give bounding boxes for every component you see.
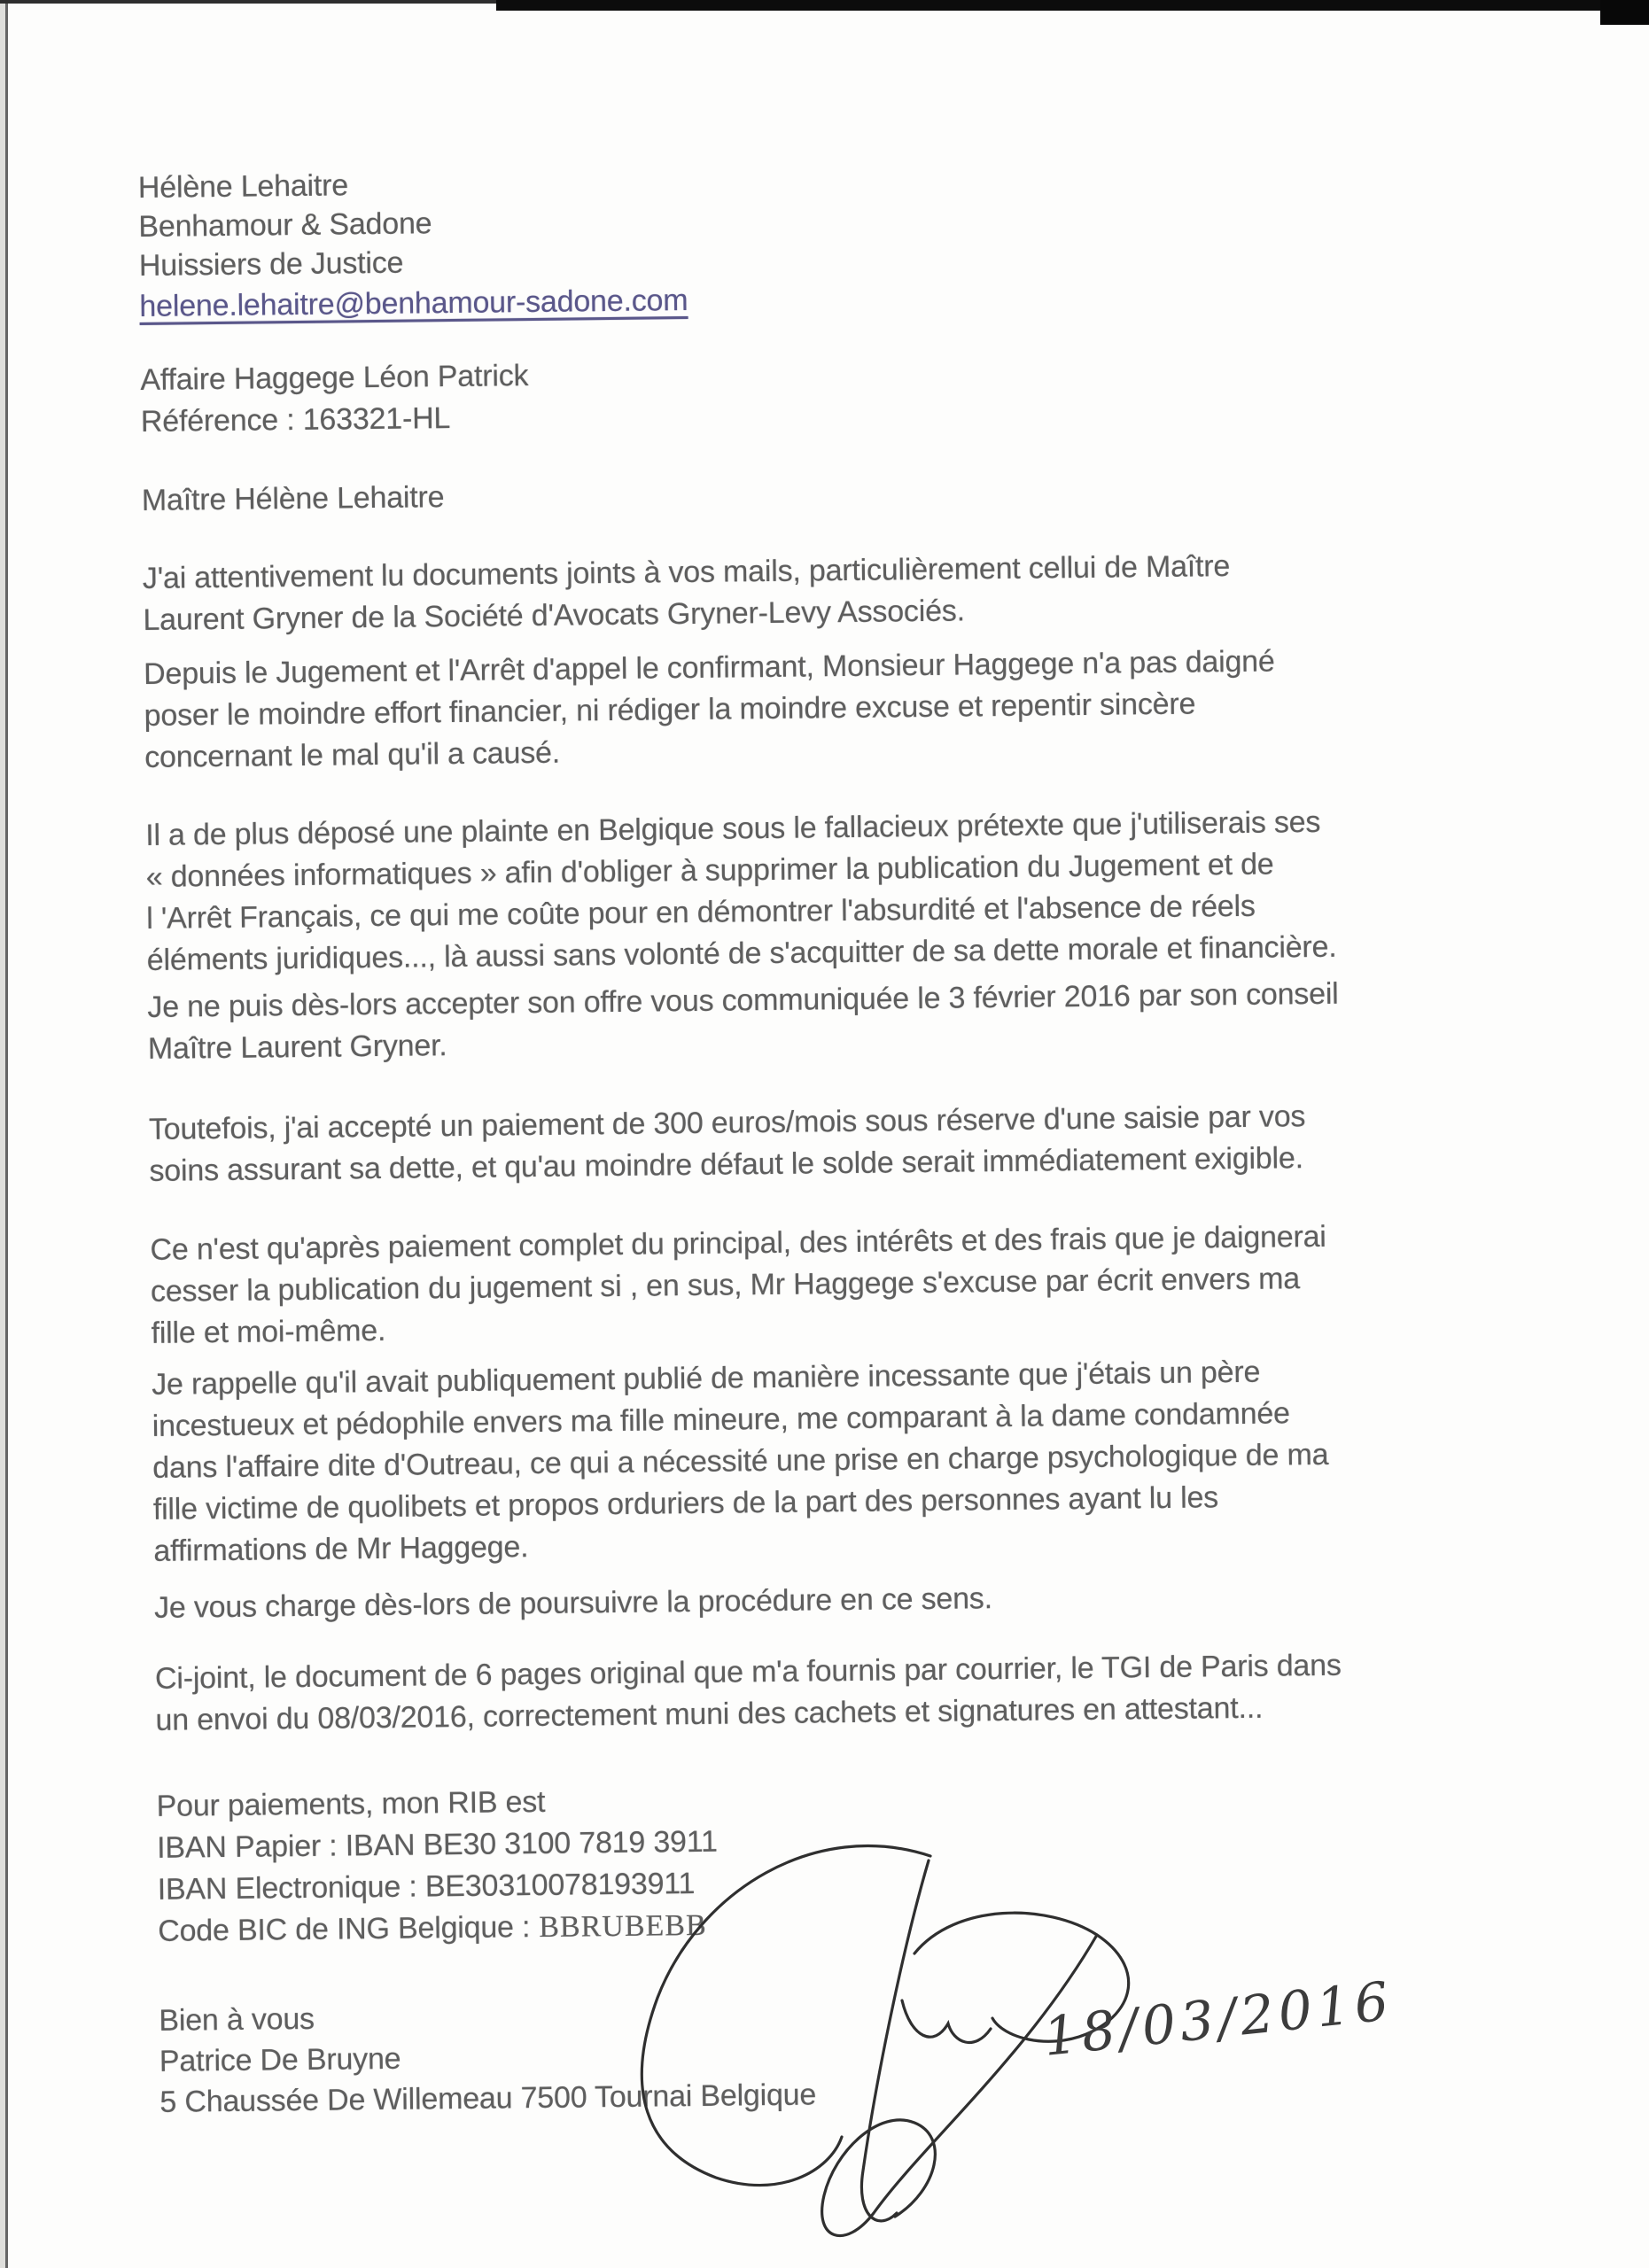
bic-value: BBRUBEBB xyxy=(539,1908,707,1944)
sender-role: Huissiers de Justice xyxy=(138,245,404,283)
paragraph-line: poser le moindre effort financier, ni rédiger la moindre excuse et repentir sincère xyxy=(144,687,1196,733)
iban-paper: IBAN Papier : IBAN BE30 3100 7819 3911 xyxy=(156,1824,718,1865)
sender-name: Hélène Lehaitre xyxy=(137,168,349,205)
signatory-name: Patrice De Bruyne xyxy=(159,2041,401,2078)
case-affair: Affaire Haggege Léon Patrick xyxy=(140,359,529,397)
paragraph-line: fille et moi-même. xyxy=(151,1313,386,1350)
paragraph-line: soins assurant sa dette, et qu'au moindre défaut le solde serait immédiatement exigible. xyxy=(149,1141,1304,1188)
iban-electronic: IBAN Electronique : BE30310078193911 xyxy=(157,1866,696,1907)
paragraph-line: Ce n'est qu'après paiement complet du principal, des intérêts et des frais que je daignerai xyxy=(150,1219,1326,1267)
paragraph-line: dans l'affaire dite d'Outreau, ce qui a nécessité une prise en charge psychologique de ma xyxy=(152,1437,1329,1485)
paragraph-line: Laurent Gryner de la Société d'Avocats Gryner-Levy Associés. xyxy=(143,594,966,637)
paragraph-line: « données informatiques » afin d'obliger à supprimer la publication du Jugement et de xyxy=(145,847,1274,894)
paragraph-line: Maître Laurent Gryner. xyxy=(147,1029,447,1066)
paragraph-line: J'ai attentivement lu documents joints à vos mails, particulièrement cellui de Maître xyxy=(142,549,1231,595)
case-block xyxy=(140,355,529,443)
paragraph xyxy=(154,1578,992,1629)
sender-firm: Benhamour & Sadone xyxy=(138,206,432,244)
closing-block xyxy=(159,1992,816,2122)
paragraph-line: éléments juridiques..., là aussi sans volonté de s'acquitter de sa dette morale et financière. xyxy=(146,929,1337,977)
paragraph-line: Je rappelle qu'il avait publiquement publié de manière incessante que j'étais un père xyxy=(152,1355,1261,1402)
paragraph-line: Toutefois, j'ai accepté un paiement de 300 euros/mois sous réserve d'une saisie par vos xyxy=(148,1099,1306,1146)
paragraph-line: cesser la publication du jugement si , en sus, Mr Haggege s'excuse par écrit envers ma xyxy=(150,1262,1301,1309)
signatory-address: 5 Chaussée De Willemeau 7500 Tournai Belgique xyxy=(159,2078,817,2119)
salutation-line: Maître Hélène Lehaitre xyxy=(141,480,445,517)
valediction: Bien à vous xyxy=(159,2001,315,2038)
paragraph-line: concernant le mal qu'il a causé. xyxy=(144,735,561,774)
salutation xyxy=(142,477,445,522)
paragraph xyxy=(149,1096,1306,1192)
paragraph xyxy=(147,974,1339,1070)
paragraph xyxy=(152,1351,1330,1573)
sender-block xyxy=(138,162,688,326)
paragraph-line: Il a de plus déposé une plainte en Belgique sous le fallacieux prétexte que j'utiliserais ses xyxy=(144,804,1321,852)
paragraph xyxy=(145,802,1337,982)
paragraph-line: incestueux et pédophile envers ma fille mineure, me comparant à la dame condamnée xyxy=(152,1396,1290,1443)
case-reference: Référence : 163321-HL xyxy=(140,401,451,439)
paragraph xyxy=(143,546,1231,641)
paragraph-line: l 'Arrêt Français, ce qui me coûte pour en démontrer l'absurdité et l'absence de réels xyxy=(146,889,1256,936)
sender-email-link[interactable]: helene.lehaitre@benhamour-sadone.com xyxy=(139,283,688,323)
paragraph-line: affirmations de Mr Haggege. xyxy=(153,1530,529,1568)
paragraph-line: fille victime de quolibets et propos orduriers de la part des personnes ayant lu les xyxy=(152,1480,1219,1526)
paragraph xyxy=(150,1216,1327,1355)
paragraph xyxy=(155,1645,1342,1742)
paragraph xyxy=(144,641,1276,778)
handwritten-date: 18/03/2016 xyxy=(1040,1969,1396,2069)
bic-line xyxy=(158,1905,719,1953)
bic-label: Code BIC de ING Belgique : xyxy=(158,1910,531,1948)
paragraph-line: Je ne puis dès-lors accepter son offre vous communiquée le 3 février 2016 par son conseil xyxy=(147,976,1339,1024)
rib-intro: Pour paiements, mon RIB est xyxy=(156,1784,546,1823)
paragraph-line: Ci-joint, le document de 6 pages original que m'a fournis par courrier, le TGI de Paris dans xyxy=(154,1648,1342,1696)
paragraph-line: Je vous charge dès-lors de poursuivre la procédure en ce sens. xyxy=(153,1581,993,1625)
paragraph-line: un envoi du 08/03/2016, correctement muni des cachets et signatures en attestant... xyxy=(155,1690,1264,1737)
paragraph-line: Depuis le Jugement et l'Arrêt d'appel le confirmant, Monsieur Haggege n'a pas daigné xyxy=(143,644,1275,691)
bank-details-block xyxy=(156,1780,719,1953)
